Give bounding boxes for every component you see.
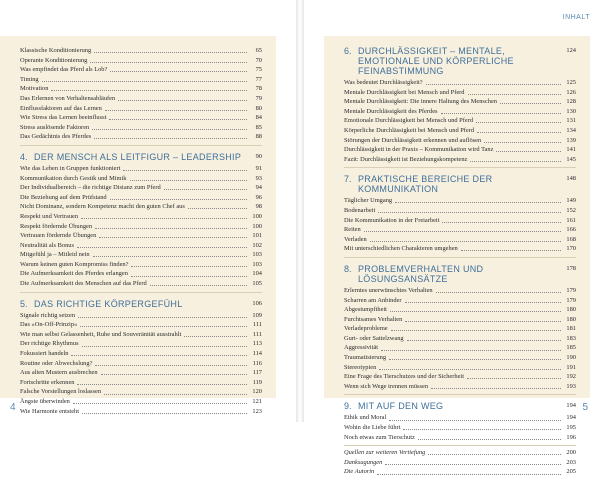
dot-leader bbox=[418, 439, 561, 440]
dot-leader bbox=[105, 110, 247, 111]
dot-leader bbox=[123, 170, 247, 171]
toc-entry-page: 117 bbox=[252, 369, 262, 377]
chapter-5-heading[interactable]: 5. DAS RICHTIGE KÖRPERGEFÜHL 106 bbox=[20, 298, 262, 309]
toc-entry-title: Vertrauen fördernde Übungen bbox=[20, 232, 97, 240]
toc-entry[interactable] bbox=[344, 315, 576, 325]
toc-entry-title: Wie Harmonie entsteht bbox=[20, 407, 80, 415]
toc-entry[interactable] bbox=[344, 423, 576, 433]
dot-leader bbox=[77, 247, 247, 248]
toc-entry-page: 113 bbox=[252, 340, 262, 348]
dot-leader bbox=[389, 420, 561, 421]
chapter-9-heading[interactable]: 9. MIT AUF DEN WEG 194 bbox=[344, 401, 576, 412]
toc-entry-title: Reiten bbox=[344, 226, 361, 234]
toc-entry[interactable] bbox=[20, 330, 262, 340]
toc-entry-title: Die Beziehung auf dem Prüfstand bbox=[20, 193, 107, 201]
toc-entry-title: Das Gedächtnis des Pferdes bbox=[20, 133, 92, 141]
toc-entry-page: 91 bbox=[255, 164, 262, 172]
toc-entry-page: 94 bbox=[255, 184, 262, 192]
dot-leader bbox=[403, 429, 561, 430]
toc-entry[interactable] bbox=[344, 305, 576, 315]
toc-entry[interactable] bbox=[20, 193, 262, 203]
toc-entry-title: Verladeprobleme bbox=[344, 325, 388, 333]
dot-leader bbox=[77, 384, 247, 385]
dot-leader bbox=[391, 330, 561, 331]
toc-entry[interactable] bbox=[20, 349, 262, 359]
toc-entry[interactable] bbox=[20, 269, 262, 279]
toc-entry-page: 102 bbox=[252, 241, 262, 249]
toc-entry-title: Respekt und Vertrauen bbox=[20, 212, 79, 220]
toc-entry-page: 93 bbox=[255, 174, 262, 182]
toc-entry[interactable] bbox=[344, 433, 576, 443]
dot-leader bbox=[405, 321, 561, 322]
dot-leader bbox=[42, 81, 247, 82]
toc-entry-title: Furchtsames Verhalten bbox=[344, 315, 403, 323]
dot-leader bbox=[95, 228, 247, 229]
toc-entry-title: Nicht Dominanz, sondern Kompetenz macht den guten Chef aus bbox=[20, 203, 185, 211]
chapter-divider bbox=[344, 167, 576, 168]
dot-leader bbox=[431, 388, 561, 389]
toc-entry-page: 116 bbox=[252, 359, 262, 367]
toc-entry-title: Körperliche Durchlässigkeit bei Mensch und Pferd bbox=[344, 126, 475, 134]
toc-entry-page: 205 bbox=[566, 468, 576, 476]
chapter-divider bbox=[344, 257, 576, 258]
toc-entry-title: Wohin die Liebe führt bbox=[344, 424, 401, 432]
toc-entry[interactable] bbox=[344, 382, 576, 392]
toc-entry-page: 145 bbox=[566, 155, 576, 163]
toc-entry-page: 85 bbox=[255, 123, 262, 131]
toc-entry[interactable] bbox=[344, 448, 576, 458]
toc-entry-title: Scharren am Anbinder bbox=[344, 296, 402, 304]
toc-entry-page: 100 bbox=[252, 212, 262, 220]
dot-leader bbox=[467, 378, 561, 379]
toc-entry-title: Wie das Leben in Gruppen funktioniert bbox=[20, 164, 121, 172]
dot-leader bbox=[104, 394, 247, 395]
toc-entry[interactable] bbox=[20, 250, 262, 260]
toc-entry-title: Stress auslösende Faktoren bbox=[20, 123, 90, 131]
toc-entry-title: Der Individualbereich – die richtige Distanz zum Pferd bbox=[20, 184, 161, 192]
toc-entry-title: Fokussiert handeln bbox=[20, 350, 69, 358]
toc-entry-page: 111 bbox=[252, 321, 262, 329]
toc-entry-title: Der richtige Rhythmus bbox=[20, 340, 79, 348]
toc-entry-title: Störungen der Durchlässigkeit erkennen und auflösen bbox=[344, 136, 482, 144]
toc-entry-title: Mitgefühl ja – Mitleid nein bbox=[20, 251, 90, 259]
dot-leader bbox=[441, 113, 561, 114]
toc-entry-title: Quellen zur weiteren Vertiefung bbox=[344, 449, 426, 457]
dot-leader bbox=[428, 454, 561, 455]
toc-entry-page: 88 bbox=[255, 133, 262, 141]
toc-entry-page: 179 bbox=[566, 286, 576, 294]
toc-entry-title: Durchlässigkeit in der Praxis – Kommunikation wird Tanz bbox=[344, 146, 494, 154]
toc-entry[interactable] bbox=[344, 286, 576, 296]
dot-leader bbox=[81, 218, 247, 219]
toc-entry-page: 84 bbox=[255, 114, 262, 122]
toc-entry[interactable] bbox=[344, 107, 576, 117]
toc-entry[interactable] bbox=[20, 132, 262, 142]
toc-entry-page: 121 bbox=[252, 398, 262, 405]
toc-entry[interactable] bbox=[20, 231, 262, 241]
dot-leader bbox=[379, 369, 561, 370]
toc-entry[interactable] bbox=[344, 467, 576, 477]
dot-leader bbox=[500, 103, 561, 104]
toc-entry-title: Was empfindet das Pferd als Lob? bbox=[20, 66, 108, 74]
toc-entry[interactable] bbox=[20, 397, 262, 407]
page-number-right: 5 bbox=[582, 402, 588, 413]
toc-entry-title: Operante Konditionierung bbox=[20, 56, 88, 64]
dot-leader bbox=[73, 403, 247, 404]
toc-entry-title: Traumatisierung bbox=[344, 354, 387, 362]
toc-entry-title: Klassische Konditionierung bbox=[20, 47, 92, 54]
toc-entry-page: 75 bbox=[255, 66, 262, 74]
dot-leader bbox=[82, 346, 247, 347]
toc-entry-page: 168 bbox=[566, 235, 576, 243]
toc-entry-page: 141 bbox=[566, 146, 576, 154]
chapter-6-heading[interactable]: 6. DURCHLÄSSIGKEIT – MENTALE, EMOTIONALE UND KÖRPERLICHE FEINABSTIMMUNG 124 bbox=[344, 46, 576, 76]
toc-entry-page: 78 bbox=[255, 85, 262, 93]
toc-entry-title: Täglicher Umgang bbox=[344, 197, 393, 205]
toc-entry-page: 190 bbox=[566, 354, 576, 362]
dot-leader bbox=[101, 374, 247, 375]
toc-entry[interactable] bbox=[20, 222, 262, 232]
dot-leader bbox=[95, 365, 247, 366]
chapter-8-heading[interactable]: 8. PROBLEMVERHALTEN UND LÖSUNGSANSÄTZE 178 bbox=[344, 263, 576, 284]
dot-leader bbox=[131, 276, 247, 277]
toc-entry-page: 101 bbox=[252, 232, 262, 240]
dot-leader bbox=[496, 151, 561, 152]
toc-entry[interactable] bbox=[344, 343, 576, 353]
toc-entry[interactable] bbox=[20, 113, 262, 123]
toc-entry-title: Die Autorin bbox=[344, 468, 375, 476]
dot-leader bbox=[395, 202, 561, 203]
dot-leader bbox=[364, 231, 561, 232]
toc-entry-page: 80 bbox=[255, 104, 262, 112]
toc-entry[interactable] bbox=[344, 353, 576, 363]
toc-entry-page: 126 bbox=[566, 88, 576, 96]
toc-entry[interactable] bbox=[20, 104, 262, 114]
dot-leader bbox=[93, 256, 247, 257]
toc-entry-title: Aus alten Mustern ausbrechen bbox=[20, 369, 98, 377]
toc-entry-title: Abgestumpftheit bbox=[344, 306, 387, 314]
toc-entry-title: Die Aufmerksamkeit des Menschen auf das Pferd bbox=[20, 280, 147, 288]
toc-entry-page: 194 bbox=[566, 414, 576, 422]
toc-entry-page: 131 bbox=[566, 117, 576, 125]
chapter-7-list bbox=[344, 196, 576, 254]
toc-entry-title: Einflussfaktoren auf das Lernen bbox=[20, 104, 102, 112]
dot-leader bbox=[470, 161, 561, 162]
toc-entry-page: 139 bbox=[566, 136, 576, 144]
toc-entry-title: Routine oder Abwechslung? bbox=[20, 359, 93, 367]
dot-leader bbox=[164, 189, 247, 190]
toc-entry-page: 98 bbox=[255, 203, 262, 211]
dot-leader bbox=[188, 208, 247, 209]
dot-leader bbox=[468, 94, 561, 95]
toc-entry[interactable] bbox=[20, 279, 262, 289]
toc-entry[interactable] bbox=[20, 75, 262, 85]
chapter-7-heading[interactable]: 7. PRAKTISCHE BEREICHE DER KOMMUNIKATION 148 bbox=[344, 174, 576, 195]
dot-leader bbox=[78, 317, 247, 318]
toc-entry[interactable] bbox=[344, 126, 576, 136]
toc-entry-page: 109 bbox=[252, 311, 262, 319]
toc-entry-title: Mentale Durchlässigkeit des Pferdes bbox=[344, 107, 438, 115]
chapter-5-list bbox=[20, 311, 262, 417]
toc-entry-title: Timing bbox=[20, 75, 39, 83]
toc-entry-page: 119 bbox=[252, 378, 262, 386]
toc-entry-page: 149 bbox=[566, 197, 576, 205]
toc-entry-page: 200 bbox=[566, 449, 576, 457]
toc-entry-page: 79 bbox=[255, 94, 262, 102]
running-header: INHALT bbox=[562, 14, 590, 21]
toc-entry[interactable] bbox=[344, 206, 576, 216]
toc-entry[interactable] bbox=[344, 244, 576, 254]
toc-entry[interactable] bbox=[344, 216, 576, 226]
toc-entry-page: 134 bbox=[566, 126, 576, 134]
dot-leader bbox=[442, 222, 561, 223]
toc-entry[interactable] bbox=[344, 372, 576, 382]
toc-entry[interactable] bbox=[344, 136, 576, 146]
toc-entry[interactable] bbox=[344, 145, 576, 155]
right-page bbox=[304, 0, 600, 476]
toc-entry-page: 195 bbox=[566, 424, 576, 432]
chapter-4-list bbox=[20, 164, 262, 289]
toc-entry-title: Aggressivität bbox=[344, 344, 379, 352]
toc-entry-title: Falsche Vorstellungen loslassen bbox=[20, 388, 102, 396]
toc-entry[interactable] bbox=[344, 458, 576, 468]
dot-leader bbox=[405, 302, 562, 303]
toc-entry[interactable] bbox=[20, 84, 262, 94]
dot-leader bbox=[94, 52, 247, 53]
toc-entry-title: Bodenarbeit bbox=[344, 206, 376, 214]
toc-entry[interactable] bbox=[344, 324, 576, 334]
toc-entry-title: Wie man selbst Gelassenheit, Ruhe und Souveränität ausstrahlt bbox=[20, 330, 182, 338]
toc-entry[interactable] bbox=[20, 407, 262, 417]
toc-entry-page: 120 bbox=[252, 388, 262, 396]
toc-entry[interactable] bbox=[344, 363, 576, 373]
dot-leader bbox=[461, 250, 561, 251]
toc-entry-title: Gurt- oder Sattelzwang bbox=[344, 334, 404, 342]
toc-entry-page: 128 bbox=[566, 98, 576, 106]
toc-entry[interactable] bbox=[20, 339, 262, 349]
toc-entry[interactable] bbox=[344, 296, 576, 306]
dot-leader bbox=[80, 326, 247, 327]
toc-list-continued bbox=[20, 46, 262, 142]
dot-leader bbox=[109, 119, 247, 120]
left-page bbox=[0, 0, 296, 422]
appendix-divider bbox=[344, 445, 576, 446]
toc-entry[interactable] bbox=[344, 225, 576, 235]
toc-entry[interactable] bbox=[20, 212, 262, 222]
toc-entry[interactable] bbox=[20, 241, 262, 251]
dot-leader bbox=[71, 355, 247, 356]
toc-entry-title: Fazit: Durchlässigkeit ist Beziehungskompetenz bbox=[344, 155, 468, 163]
toc-entry-page: 111 bbox=[252, 330, 262, 338]
toc-entry-page: 193 bbox=[566, 382, 576, 390]
toc-panel-left bbox=[0, 36, 276, 415]
dot-leader bbox=[99, 237, 247, 238]
toc-entry[interactable] bbox=[20, 174, 262, 184]
toc-entry-page: 196 bbox=[566, 433, 576, 441]
toc-entry-title: Eine Frage des Tierschutzes und der Sicherheit bbox=[344, 373, 464, 381]
toc-entry-title: Mentale Durchlässigkeit: Die innere Haltung des Menschen bbox=[344, 98, 497, 106]
toc-entry-title: Motivation bbox=[20, 85, 49, 93]
dot-leader bbox=[94, 138, 247, 139]
toc-entry-page: 65 bbox=[255, 47, 262, 54]
toc-entry[interactable] bbox=[20, 123, 262, 133]
dot-leader bbox=[118, 100, 247, 101]
toc-entry-title: Fortschritte erkennen bbox=[20, 378, 75, 386]
toc-entry[interactable] bbox=[20, 183, 262, 193]
toc-entry[interactable] bbox=[344, 97, 576, 107]
toc-entry-page: 96 bbox=[255, 193, 262, 201]
dot-leader bbox=[184, 336, 247, 337]
toc-entry-page: 100 bbox=[252, 222, 262, 230]
toc-entry[interactable] bbox=[20, 164, 262, 174]
toc-entry[interactable] bbox=[20, 260, 262, 270]
toc-entry-page: 103 bbox=[252, 251, 262, 259]
toc-entry-page: 152 bbox=[566, 206, 576, 214]
dot-leader bbox=[378, 212, 561, 213]
toc-entry[interactable] bbox=[20, 378, 262, 388]
toc-entry-page: 203 bbox=[566, 458, 576, 466]
toc-entry-page: 185 bbox=[566, 344, 576, 352]
toc-entry-title: Ethik und Moral bbox=[344, 414, 387, 422]
toc-entry-page: 180 bbox=[566, 306, 576, 314]
toc-entry-page: 77 bbox=[255, 75, 262, 83]
toc-entry[interactable] bbox=[20, 94, 262, 104]
dot-leader bbox=[407, 340, 561, 341]
dot-leader bbox=[82, 413, 247, 414]
toc-entry-page: 166 bbox=[566, 226, 576, 234]
toc-entry[interactable] bbox=[344, 78, 576, 88]
page-number-left: 4 bbox=[10, 402, 16, 413]
dot-leader bbox=[436, 292, 561, 293]
toc-entry-title: Emotionale Durchlässigkeit bei Mensch und Pferd bbox=[344, 117, 474, 125]
chapter-6-list bbox=[344, 78, 576, 164]
toc-entry-title: Neutralität als Bonus bbox=[20, 241, 74, 249]
toc-entry-title: Stereotypien bbox=[344, 363, 377, 371]
toc-entry-page: 180 bbox=[566, 315, 576, 323]
dot-leader bbox=[385, 464, 561, 465]
toc-entry-title: Die Aufmerksamkeit des Pferdes erlangen bbox=[20, 270, 128, 278]
toc-entry-title: Wie Stress das Lernen beeinflusst bbox=[20, 114, 107, 122]
toc-entry[interactable] bbox=[344, 196, 576, 206]
toc-entry-title: Danksagungen bbox=[344, 458, 383, 466]
dot-leader bbox=[476, 122, 561, 123]
dot-leader bbox=[51, 90, 247, 91]
dot-leader bbox=[110, 71, 247, 72]
toc-entry[interactable] bbox=[344, 88, 576, 98]
toc-entry-title: Signale richtig setzen bbox=[20, 311, 76, 319]
dot-leader bbox=[90, 62, 247, 63]
chapter-divider bbox=[20, 292, 262, 293]
dot-leader bbox=[477, 132, 561, 133]
toc-entry-page: 123 bbox=[252, 407, 262, 415]
dot-leader bbox=[130, 180, 247, 181]
toc-entry-page: 183 bbox=[566, 334, 576, 342]
appendix-list bbox=[344, 448, 576, 477]
toc-entry-title: Kommunikation durch Gestik und Mimik bbox=[20, 174, 127, 182]
toc-entry-page: 114 bbox=[252, 350, 262, 358]
toc-entry-title: Die Kommunikation in der Freiarbeit bbox=[344, 216, 440, 224]
toc-entry-title: Mit unterschiedlichen Charakteren umgehen bbox=[344, 245, 458, 253]
dot-leader bbox=[370, 241, 561, 242]
toc-entry-title: Respekt fördernde Übungen bbox=[20, 222, 93, 230]
dot-leader bbox=[131, 266, 247, 267]
toc-entry-page: 191 bbox=[566, 363, 576, 371]
toc-entry-title: Verladen bbox=[344, 235, 367, 243]
dot-leader bbox=[389, 359, 561, 360]
toc-entry-page: 105 bbox=[252, 280, 262, 288]
chapter-8-list bbox=[344, 286, 576, 392]
dot-leader bbox=[381, 350, 561, 351]
toc-entry[interactable] bbox=[344, 334, 576, 344]
toc-entry-title: Wenn sich Wege trennen müssen bbox=[344, 382, 429, 390]
toc-entry-title: Warum keinen guten Kompromiss finden? bbox=[20, 260, 129, 268]
book-gutter bbox=[296, 0, 304, 422]
dot-leader bbox=[390, 311, 561, 312]
toc-entry-title: Mentale Durchlässigkeit bei Mensch und Pferd bbox=[344, 88, 465, 96]
toc-entry-page: 179 bbox=[566, 296, 576, 304]
toc-entry[interactable] bbox=[20, 56, 262, 66]
toc-entry[interactable] bbox=[20, 368, 262, 378]
toc-entry-page: 125 bbox=[566, 79, 576, 86]
toc-entry-title: Ängste überwinden bbox=[20, 398, 70, 405]
chapter-4-heading[interactable]: 4. DER MENSCH ALS LEITFIGUR – LEADERSHIP 90 bbox=[20, 151, 262, 162]
toc-entry[interactable] bbox=[20, 359, 262, 369]
toc-entry-title: Erlerntes unerwünschtes Verhalten bbox=[344, 286, 433, 294]
chapter-divider bbox=[344, 394, 576, 395]
dot-leader bbox=[484, 142, 561, 143]
toc-entry[interactable] bbox=[344, 235, 576, 245]
dot-leader bbox=[426, 84, 561, 85]
toc-entry-title: Was bedeutet Durchlässigkeit? bbox=[344, 79, 423, 86]
toc-entry-title: Das Erlernen von Verhaltensabläufen bbox=[20, 94, 116, 102]
dot-leader bbox=[377, 474, 561, 475]
toc-entry[interactable] bbox=[20, 46, 262, 56]
dot-leader bbox=[110, 199, 247, 200]
toc-entry-page: 181 bbox=[566, 325, 576, 333]
toc-panel-right bbox=[324, 36, 590, 476]
toc-entry-title: Noch etwas zum Tierschutz bbox=[344, 433, 415, 441]
toc-entry-page: 130 bbox=[566, 107, 576, 115]
dot-leader bbox=[150, 285, 247, 286]
toc-entry-title: Das »On-Off-Prinzip« bbox=[20, 321, 78, 329]
toc-entry[interactable] bbox=[344, 155, 576, 165]
toc-entry-page: 192 bbox=[566, 373, 576, 381]
toc-entry[interactable] bbox=[20, 320, 262, 330]
chapter-divider bbox=[20, 145, 262, 146]
toc-entry-page: 170 bbox=[566, 245, 576, 253]
chapter-9-list bbox=[344, 413, 576, 442]
toc-entry-page: 161 bbox=[566, 216, 576, 224]
toc-entry-page: 103 bbox=[252, 260, 262, 268]
toc-entry[interactable] bbox=[20, 387, 262, 397]
toc-entry[interactable] bbox=[20, 311, 262, 321]
toc-entry[interactable] bbox=[20, 202, 262, 212]
dot-leader bbox=[92, 129, 247, 130]
toc-entry[interactable] bbox=[20, 65, 262, 75]
toc-entry[interactable] bbox=[344, 116, 576, 126]
toc-entry-page: 104 bbox=[252, 270, 262, 278]
toc-entry-page: 70 bbox=[255, 56, 262, 64]
